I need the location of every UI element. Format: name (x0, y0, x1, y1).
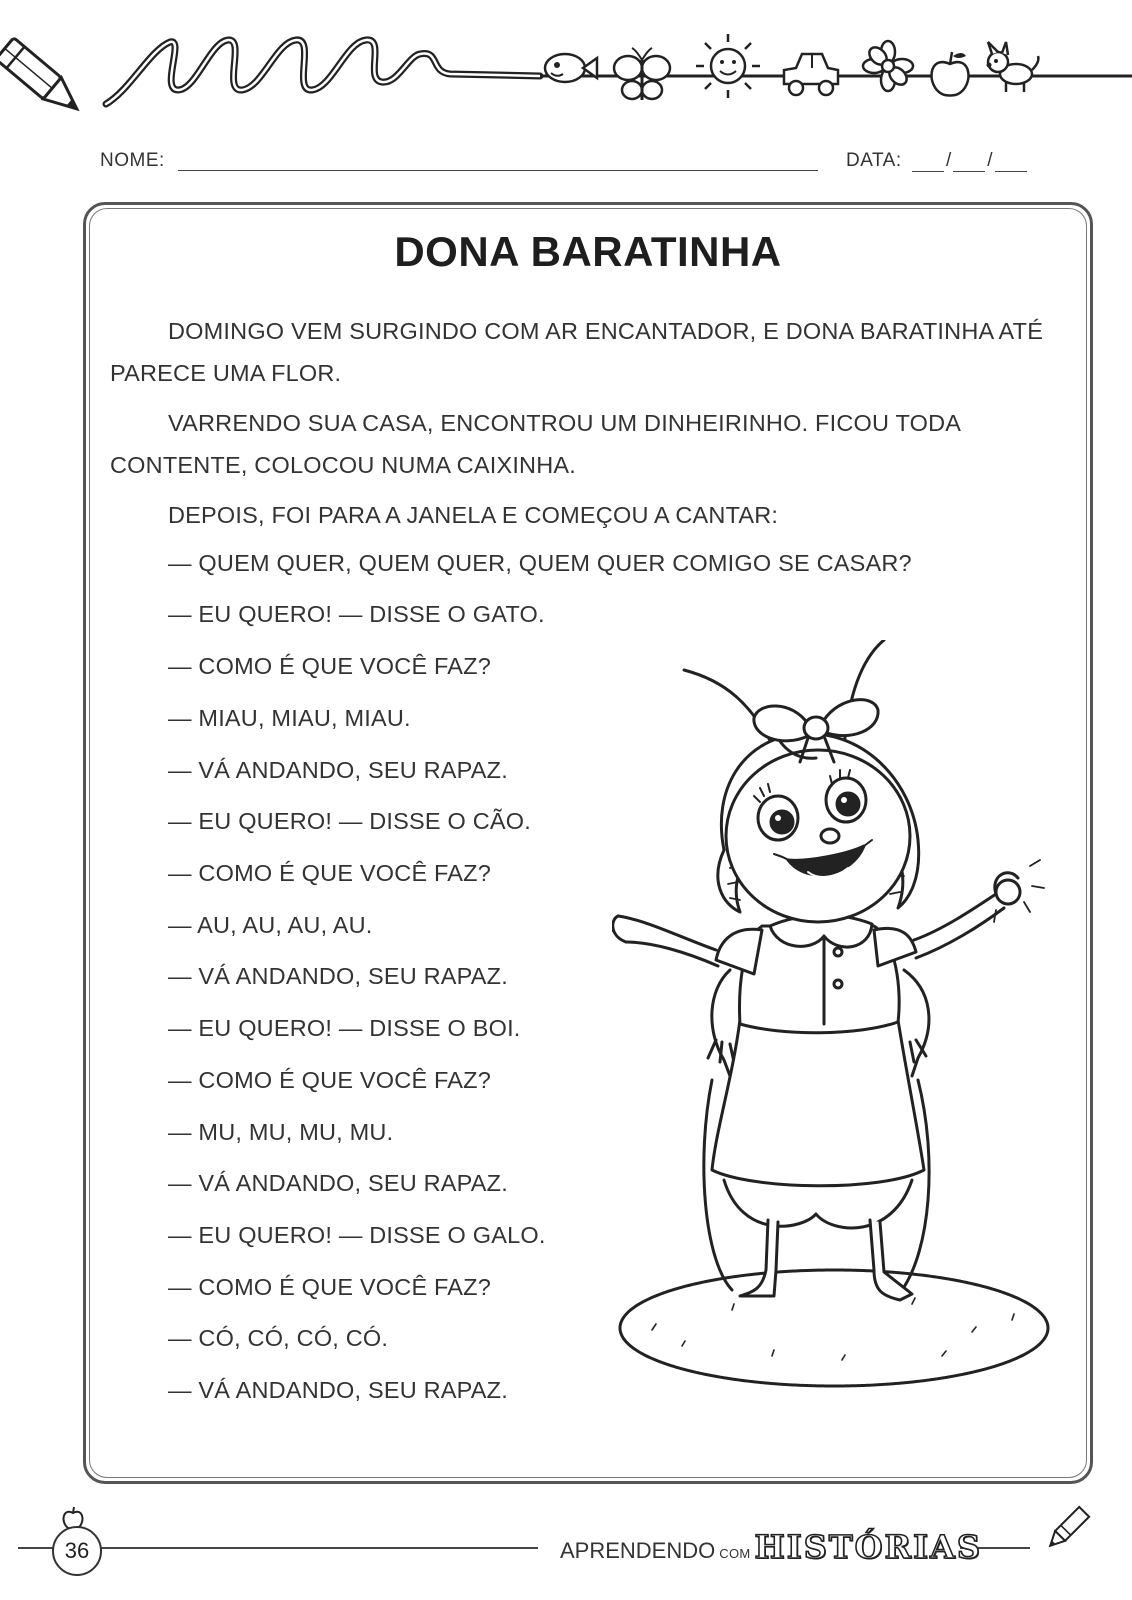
dialogue-line: — AU, AU, AU, AU. (168, 912, 373, 938)
dog-icon (987, 42, 1039, 92)
series-brand (560, 1528, 982, 1566)
dialogue-line: — VÁ ANDANDO, SEU RAPAZ. (168, 1170, 508, 1196)
pencil-icon (0, 38, 86, 120)
date-separator: / (946, 150, 952, 171)
car-icon (784, 54, 838, 95)
dialogue-line: — COMO É QUE VOCÊ FAZ? (168, 1274, 492, 1300)
page-number: 36 (52, 1526, 102, 1576)
face (726, 750, 910, 922)
brand-text-com: COM (719, 1546, 751, 1561)
brand-text-aprendendo: APRENDENDO (560, 1538, 716, 1563)
date-year-blank[interactable] (995, 151, 1027, 172)
story-paragraph: DOMINGO VEM SURGINDO COM AR ENCANTADOR, E DONA BARATINHA ATÉ PARECE UMA FLOR. (110, 318, 1044, 386)
flower-icon (863, 41, 913, 91)
dialogue-line: — VÁ ANDANDO, SEU RAPAZ. (168, 963, 508, 989)
fish-icon (545, 54, 597, 82)
header-decoration (0, 20, 1132, 120)
date-label: DATA: (846, 150, 902, 171)
brand-text-historias: HISTÓRIAS (754, 1528, 982, 1566)
date-field[interactable] (912, 150, 1027, 172)
dialogue-line: — COMO É QUE VOCÊ FAZ? (168, 860, 492, 886)
dialogue-line: — CÓ, CÓ, CÓ, CÓ. (168, 1325, 389, 1351)
name-label: NOME: (100, 150, 165, 171)
dialogue-line: — EU QUERO! — DISSE O GALO. (168, 1222, 546, 1248)
story-paragraph: DEPOIS, FOI PARA A JANELA E COMEÇOU A CANTAR: (168, 502, 779, 528)
story-paragraph: VARRENDO SUA CASA, ENCONTROU UM DINHEIRINHO. FICOU TODA CONTENTE, COLOCOU NUMA CAIXINHA. (110, 410, 960, 478)
ground-ellipse (620, 1270, 1048, 1386)
dialogue-line: — VÁ ANDANDO, SEU RAPAZ. (168, 1377, 508, 1403)
dialogue-line: — MIAU, MIAU, MIAU. (168, 705, 411, 731)
dialogue-line: — EU QUERO! — DISSE O GATO. (168, 601, 545, 627)
name-field[interactable] (178, 170, 818, 171)
dialogue-line: — EU QUERO! — DISSE O CÃO. (168, 808, 531, 834)
date-month-blank[interactable] (953, 151, 985, 172)
pencil-icon (1040, 1496, 1100, 1556)
dialogue-line: — EU QUERO! — DISSE O BOI. (168, 1015, 521, 1041)
skirt (712, 1020, 924, 1186)
dialogue-line: — COMO É QUE VOCÊ FAZ? (168, 653, 492, 679)
sun-icon (696, 34, 760, 98)
dialogue-line: — COMO É QUE VOCÊ FAZ? (168, 1067, 492, 1093)
date-separator: / (987, 150, 993, 171)
apple-icon (932, 52, 969, 96)
butterfly-icon (614, 48, 670, 100)
dialogue-line: — VÁ ANDANDO, SEU RAPAZ. (168, 757, 508, 783)
date-day-blank[interactable] (912, 151, 944, 172)
dialogue-line: — MU, MU, MU, MU. (168, 1119, 394, 1145)
dialogue-line: — QUEM QUER, QUEM QUER, QUEM QUER COMIGO SE CASAR? (168, 550, 912, 576)
story-title: DONA BARATINHA (394, 228, 782, 275)
cockroach-illustration (612, 640, 1072, 1400)
coin (996, 880, 1020, 904)
